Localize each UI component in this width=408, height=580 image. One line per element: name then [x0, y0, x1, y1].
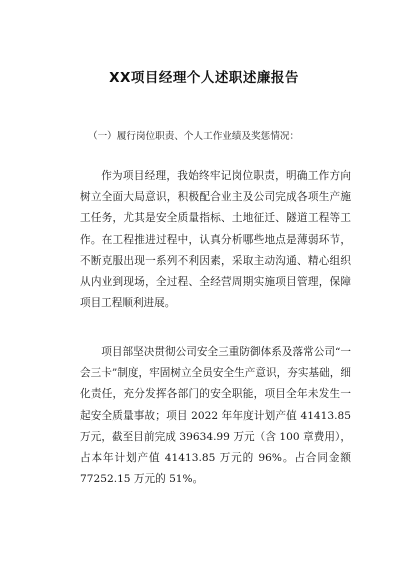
body-paragraph-1: 作为项目经理，我始终牢记岗位职责，明确工作方向树立全面大局意识，积极配合业主及公司完成各项生产施工任务，尤其是安全质量指标、土地征迁、隧道工程等工作。在工程推进过程中，认真分析哪些地点是薄弱环节，不断克服出现一系列不利因素，采取主动沟通、精心组织从内业到现场，全过程、全经营周期实施项目管理，保障项目工程顺利进展。: [80, 170, 351, 310]
page-title: XX项目经理个人述职述廉报告: [109, 70, 299, 86]
section-heading: （一）履行岗位职责、个人工作业绩及奖惩情况：: [88, 131, 300, 142]
body-paragraph-2: 项目部坚决贯彻公司安全三重防御体系及落常公司“一会三卡”制度，牢固树立全员安全生产意识，夯实基础，细化责任，充分发挥各部门的安全职能，项目全年未发生一起安全质量事故；项目 2022 年年度计划产值 41413.85 万元，截至目前完成 39634.99 万元（含 100 章费用），占本年计划产值 41413.85 万元的 96%。占合同金额 77252.15 万元的 51%。: [80, 346, 351, 486]
